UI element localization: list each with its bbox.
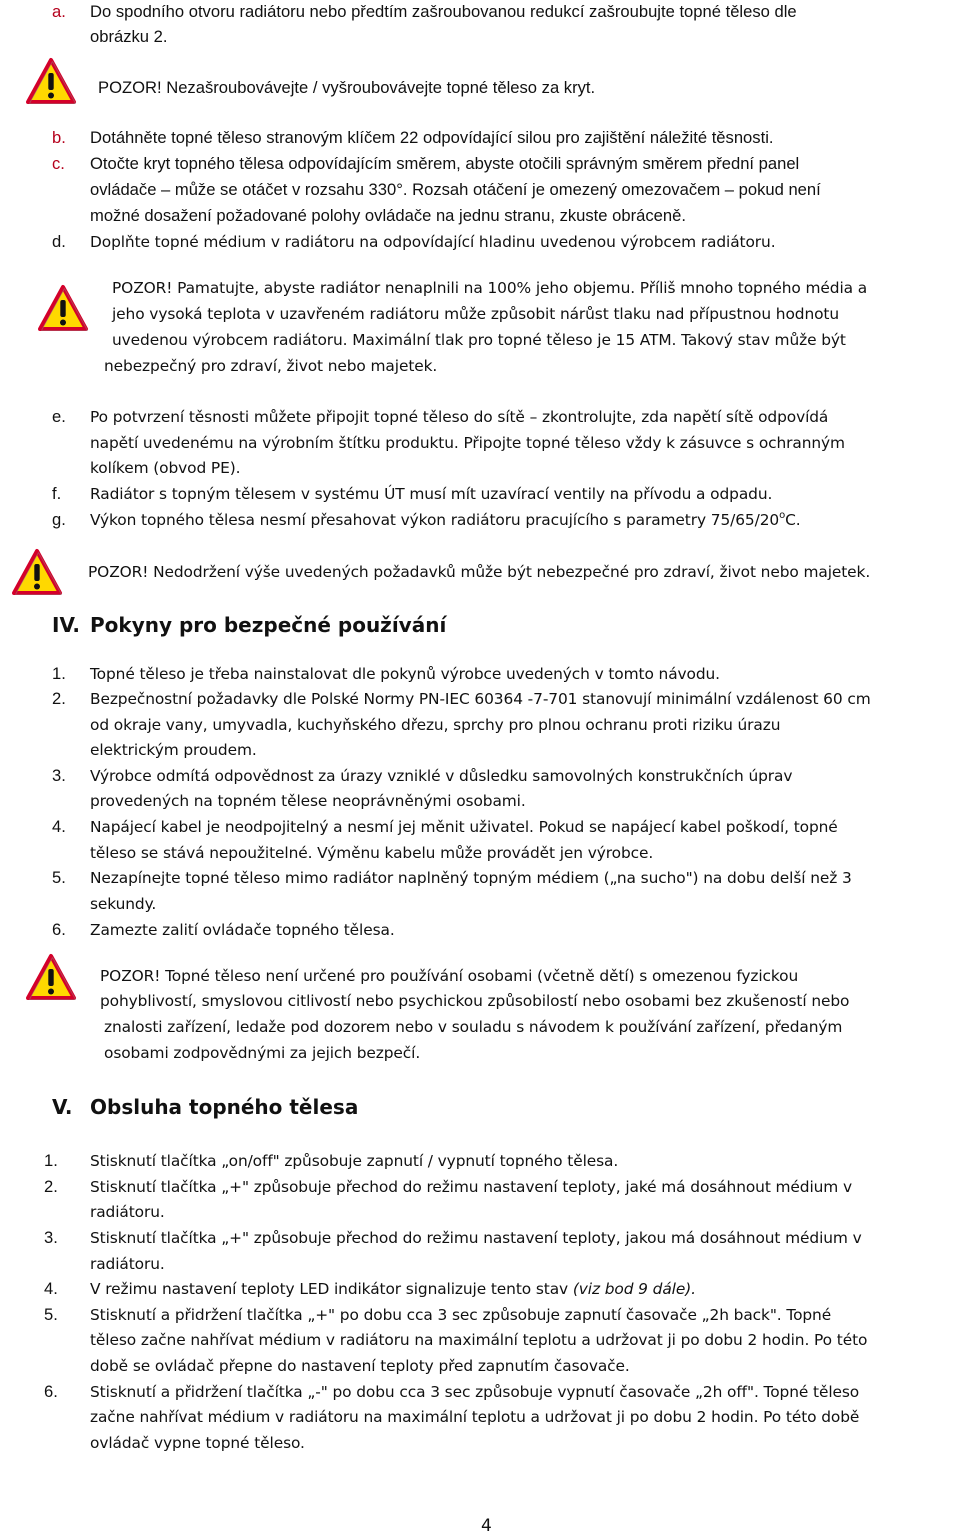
list-number: 6. xyxy=(52,920,66,939)
warning-text: uvedenou výrobcem radiátoru. Maximální tlak pro topné těleso je 15 ATM. Takový stav může být xyxy=(112,331,846,349)
warning-text: osobami zodpovědnými za jejich bezpečí. xyxy=(104,1044,421,1062)
item-marker: c. xyxy=(52,154,65,173)
warning-text: jeho vysoká teplota v uzavřeném radiátoru může způsobit nárůst tlaku nad přípustnou hodnotu xyxy=(112,305,839,323)
paragraph-line: možné dosažení požadované polohy ovládače na jednu stranu, zkuste obráceně. xyxy=(90,206,686,225)
list-item: Nezapínejte topné těleso mimo radiátor naplněný topným médiem („na sucho") na dobu delší než 3 xyxy=(90,869,852,887)
item-marker: d. xyxy=(52,232,66,251)
list-item: době se ovládač přepne do nastavení teploty před zapnutím časovače. xyxy=(90,1357,630,1375)
paragraph-line xyxy=(90,510,801,530)
paragraph-segment: Výkon topného tělesa nesmí přesahovat výkon radiátoru pracujícího s parametry 75/65/20 xyxy=(90,511,780,529)
list-item: radiátoru. xyxy=(90,1203,165,1221)
paragraph-line: Doplňte topné médium v radiátoru na odpovídající hladinu uvedenou výrobcem radiátoru. xyxy=(90,233,776,251)
list-item: sekundy. xyxy=(90,895,157,913)
list-item xyxy=(90,1279,696,1299)
item-marker: e. xyxy=(52,407,66,426)
list-item: Stisknutí tlačítka „+" způsobuje přechod do režimu nastavení teploty, jaké má dosáhnout médium v xyxy=(90,1178,852,1196)
list-number: 3. xyxy=(52,766,66,785)
list-number: 5. xyxy=(52,868,66,887)
paragraph-segment: Rozsah otáčení je omezený omezovačem – pokud není xyxy=(407,180,821,199)
list-item-segment: V režimu nastavení teploty LED indikátor signalizuje tento stav xyxy=(90,1280,573,1298)
warning-text: POZOR! Pamatujte, abyste radiátor nenaplnili na 100% jeho objemu. Příliš mnoho topného média a xyxy=(112,279,868,297)
chapter-number: V. xyxy=(52,1095,73,1119)
chapter-title: Pokyny pro bezpečné používání xyxy=(90,613,447,637)
paragraph-line xyxy=(90,180,821,200)
list-item: Bezpečnostní požadavky dle Polské Normy PN-IEC 60364 -7-701 stanovují minimální vzdálenost 60 cm xyxy=(90,690,871,708)
list-item: provedených na topném tělese neoprávněnými osobami. xyxy=(90,792,526,810)
list-item: Výrobce odmítá odpovědnost za úrazy vzniklé v důsledku samovolných konstrukčních úprav xyxy=(90,767,793,785)
paragraph-line: Radiátor s topným tělesem v systému ÚT musí mít uzavírací ventily na přívodu a odpadu. xyxy=(90,485,773,503)
paragraph-segment: ovládače – může se otáčet v rozsahu 330°. xyxy=(90,180,408,199)
list-item: Stisknutí a přidržení tlačítka „+" po dobu cca 3 sec způsobuje zapnutí časovače „2h back". Topné xyxy=(90,1306,832,1324)
warning-triangle-icon xyxy=(38,284,90,334)
degree-superscript: o xyxy=(779,510,786,521)
warning-triangle-icon xyxy=(26,953,78,1003)
list-number: 1. xyxy=(52,664,66,683)
warning-text: pohyblivostí, smyslovou citlivostí nebo psychickou způsobilostí nebo osobami bez zkušeností nebo xyxy=(100,992,850,1010)
list-item: elektrickým proudem. xyxy=(90,741,257,759)
list-item: Stisknutí a přidržení tlačítka „-" po dobu cca 3 sec způsobuje vypnutí časovače „2h off". Topné těleso xyxy=(90,1383,860,1401)
list-item: Stisknutí tlačítka „on/off" způsobuje zapnutí / vypnutí topného tělesa. xyxy=(90,1152,619,1170)
paragraph-line: napětí uvedenému na výrobním štítku produktu. Připojte topné těleso vždy k zásuvce s ochranným xyxy=(90,434,845,452)
list-number: 4. xyxy=(52,817,66,836)
list-item: těleso se stává nepoužitelné. Výměnu kabelu může provádět jen výrobce. xyxy=(90,844,654,862)
item-marker: g. xyxy=(52,510,66,529)
list-number: 3. xyxy=(44,1228,58,1247)
list-item: Zamezte zalití ovládače topného tělesa. xyxy=(90,921,395,939)
paragraph-line: Dotáhněte topné těleso stranovým klíčem 22 odpovídající silou pro zajištění náležité těsnosti. xyxy=(90,128,774,147)
paragraph-line: Otočte kryt topného tělesa odpovídajícím směrem, abyste otočili správným směrem přední panel xyxy=(90,154,800,173)
list-item: těleso začne nahřívat médium v radiátoru na maximální teplotu a udržovat ji po dobu 2 hodin. Po této xyxy=(90,1331,868,1349)
paragraph-line: Do spodního otvoru radiátoru nebo předtím zašroubovanou redukcí zašroubujte topné těleso dle xyxy=(90,2,797,21)
paragraph-line: obrázku 2. xyxy=(90,27,168,46)
warning-text: POZOR! Nezašroubovávejte / vyšroubovávejte topné těleso za kryt. xyxy=(98,78,596,97)
item-marker: b. xyxy=(52,128,66,147)
paragraph-line: Po potvrzení těsnosti můžete připojit topné těleso do sítě – zkontrolujte, zda napětí sítě odpovídá xyxy=(90,408,829,426)
list-number: 5. xyxy=(44,1305,58,1324)
item-marker: a. xyxy=(52,2,66,21)
list-item: začne nahřívat médium v radiátoru na maximální teplotu a udržovat ji po dobu 2 hodin. Po této době xyxy=(90,1408,860,1426)
list-number: 2. xyxy=(52,689,66,708)
list-number: 6. xyxy=(44,1382,58,1401)
chapter-number: IV. xyxy=(52,613,80,637)
list-item: radiátoru. xyxy=(90,1255,165,1273)
warning-text: POZOR! Topné těleso není určené pro používání osobami (včetně dětí) s omezenou fyzickou xyxy=(100,967,799,985)
list-item: od okraje vany, umyvadla, kuchyňského dřezu, sprchy pro plnou ochranu proti riziku úrazu xyxy=(90,716,781,734)
item-marker: f. xyxy=(52,484,62,503)
warning-triangle-icon xyxy=(26,57,78,107)
list-item-italic: (viz bod 9 dále). xyxy=(572,1280,696,1298)
chapter-title: Obsluha topného tělesa xyxy=(90,1095,359,1119)
list-item: ovládač vypne topné těleso. xyxy=(90,1434,305,1452)
warning-triangle-icon xyxy=(12,548,64,598)
list-item: Stisknutí tlačítka „+" způsobuje přechod do režimu nastavení teploty, jakou má dosáhnout médium v xyxy=(90,1229,862,1247)
paragraph-segment: C. xyxy=(785,511,801,529)
warning-text: znalosti zařízení, ledaže pod dozorem nebo v souladu s návodem k používání zařízení, předaným xyxy=(104,1018,843,1036)
list-number: 4. xyxy=(44,1279,58,1298)
list-item: Napájecí kabel je neodpojitelný a nesmí jej měnit uživatel. Pokud se napájecí kabel poškodí, topné xyxy=(90,818,838,836)
paragraph-line: kolíkem (obvod PE). xyxy=(90,459,241,477)
warning-text: POZOR! Nedodržení výše uvedených požadavků může být nebezpečné pro zdraví, život nebo majetek. xyxy=(88,563,871,581)
list-item: Topné těleso je třeba nainstalovat dle pokynů výrobce uvedených v tomto návodu. xyxy=(90,665,720,683)
page-number: 4 xyxy=(481,1516,492,1536)
list-number: 2. xyxy=(44,1177,58,1196)
list-number: 1. xyxy=(44,1151,58,1170)
warning-text: nebezpečný pro zdraví, život nebo majetek. xyxy=(104,357,438,375)
